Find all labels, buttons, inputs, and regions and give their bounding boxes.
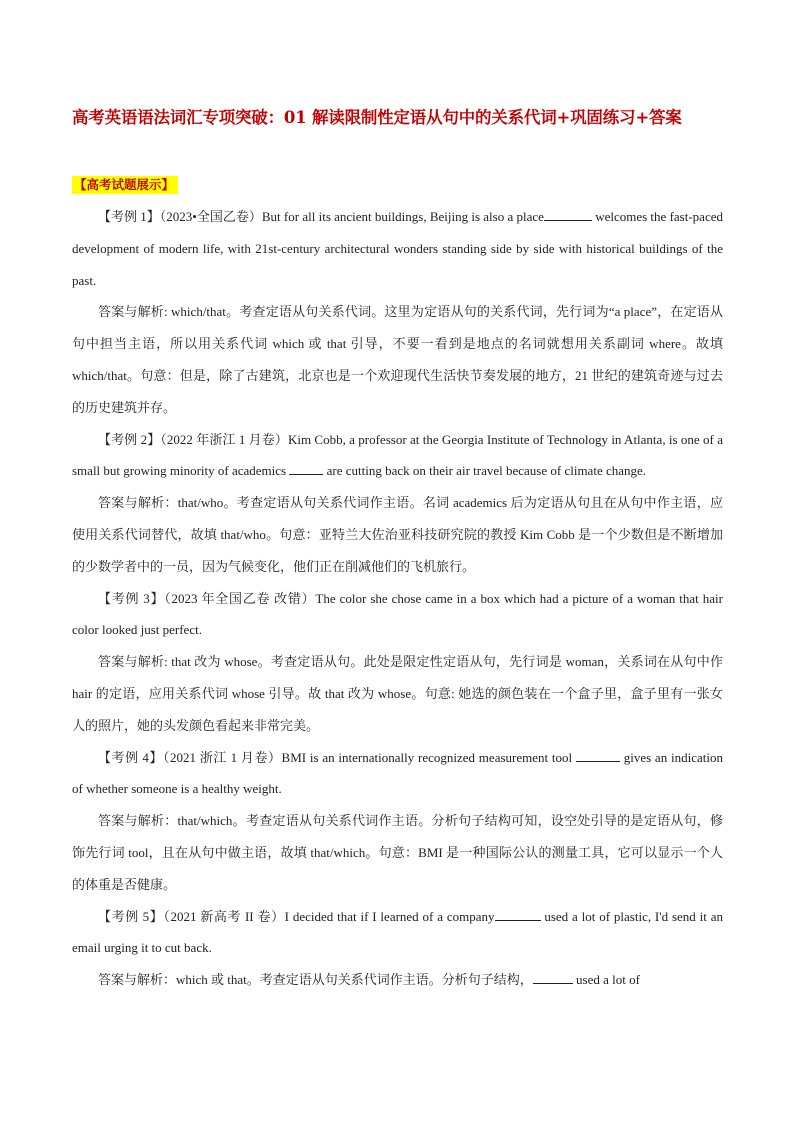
example-2-source: （2022 年浙江 1 月卷）: [160, 431, 288, 447]
example-2-question: [72, 424, 723, 488]
example-3-text: The color she chose came in a box which had a picture of a woman that hair color looked just perfect.: [72, 590, 723, 638]
example-3-answer: 答案与解析: that 改为 whose。考查定语从句。此处是限定性定语从句，先行词是 woman，关系词在从句中作 hair 的定语，应用关系代词 whose 引导。故 that 改为 whose。句意: 她选的颜色装在一个盒子里，盒子里有一张女人的照片，她的头发颜色看起来非常完美。: [72, 654, 723, 733]
example-4-text-after: gives an indication of whether someone is a healthy weight.: [72, 749, 723, 797]
example-5-label: 【考例 5】: [98, 908, 164, 924]
example-5-answer: [72, 964, 723, 996]
example-4-text-before: BMI is an internationally recognized measurement tool: [281, 749, 576, 765]
answer-blank: [495, 919, 541, 921]
example-5-text-before: I decided that if I learned of a company: [284, 908, 495, 924]
example-4-label: 【考例 4】: [98, 749, 163, 765]
example-2-text-before: Kim Cobb, a professor at the Georgia Institute of Technology in Atlanta, is one of a small but growing minority of academics: [72, 431, 723, 479]
example-1-question: [72, 201, 723, 296]
example-1-source: （2023•全国乙卷）: [159, 209, 262, 224]
example-5-source: （2021 新高考 II 卷）: [163, 908, 285, 924]
answer-blank: [576, 760, 620, 762]
example-5-answer-after: used a lot of: [572, 972, 640, 988]
example-5-answer-before: 答案与解析：which 或 that。考查定语从句关系代词作主语。分析句子结构，: [98, 972, 533, 988]
answer-blank: [544, 219, 592, 221]
section-tag: 【高考试题展示】: [72, 176, 178, 194]
example-3-question: [72, 583, 723, 647]
example-2-label: 【考例 2】: [98, 431, 161, 447]
example-1-label: 【考例 1】: [98, 209, 160, 224]
example-4-source: （2021 浙江 1 月卷）: [162, 749, 282, 765]
example-4-question: [72, 742, 723, 806]
example-1-text-before: But for all its ancient buildings, Beijing is also a place: [261, 209, 544, 224]
example-4-answer: 答案与解析：that/which。考查定语从句关系代词作主语。分析句子结构可知，设空处引导的是定语从句，修饰先行词 tool，且在从句中做主语，故填 that/which。句意：BMI 是一种国际公认的测量工具，它可以显示一个人的体重是否健康。: [72, 813, 723, 892]
example-5-text-after: used a lot of plastic, I'd send it an email urging it to cut back.: [72, 908, 723, 956]
answer-blank: [289, 473, 323, 475]
example-3-source: （2023 年全国乙卷 改错）: [164, 590, 316, 606]
answer-blank: [533, 982, 573, 984]
example-1-answer: 答案与解析: which/that。考查定语从句关系代词。这里为定语从句的关系代词，先行词为“a place”，在定语从句中担当主语，所以用关系代词 which 或 that 引导，不要一看到是地点的名词就想用关系副词 where。故填 which/that。句意：但是，除了古建筑，北京也是一个欢迎现代生活快节奏发展的地方，21 世纪的建筑奇迹与过去的历史建筑并存。: [72, 304, 723, 415]
document-title: 高考英语语法词汇专项突破：01 解读限制性定语从句中的关系代词+巩固练习+答案: [72, 108, 682, 127]
example-2-answer: 答案与解析：that/who。考查定语从句关系代词作主语。名词 academics 后为定语从句且在从句中作主语，应使用关系代词替代，故填 that/who。句意：亚特兰大佐治亚科技研究院的教授 Kim Cobb 是一个少数但是不断增加的少数学者中的一员，因为气候变化，他们正在削减他们的飞机旅行。: [72, 495, 723, 574]
example-2-text-after: are cutting back on their air travel because of climate change.: [323, 463, 647, 479]
document-body: [72, 201, 723, 996]
example-1-text-after: welcomes the fast-paced development of modern life, with 21st-century architectural wonders standing side by side with historical buildings of the past.: [72, 209, 723, 288]
example-3-label: 【考例 3】: [98, 590, 165, 606]
example-5-question: [72, 901, 723, 965]
